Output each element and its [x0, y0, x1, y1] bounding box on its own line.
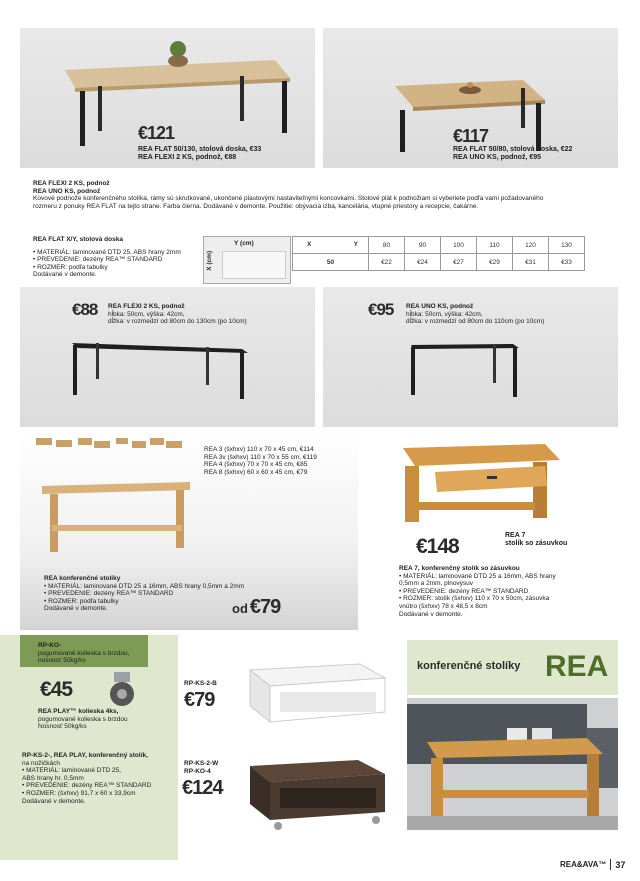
od-label: od: [232, 601, 248, 616]
corner-y: Y: [353, 241, 358, 248]
description-title: REA FLEXI 2 KS, podnož: [33, 180, 110, 187]
rp-ks-info: [22, 752, 151, 805]
price-rp-ks-1: €79: [184, 689, 215, 711]
rea-banner: [407, 640, 618, 695]
price-rp-ko: €45: [40, 678, 73, 701]
col-header: 120: [513, 237, 549, 254]
rp-ks-code-2: RP-KS-2-W: [184, 760, 219, 767]
rea-kon-price: [232, 596, 280, 619]
rea-list: [204, 446, 317, 476]
price-rea7: €148: [416, 535, 459, 558]
page-number: 37: [615, 859, 626, 870]
description-title: REA UNO KS, podnož: [33, 187, 101, 195]
rea7-label-line: REA 7: [505, 532, 526, 539]
caption-flat-130: [138, 146, 261, 162]
caption-uno: [406, 303, 544, 326]
caption-line: dĺžka: v rozmedzí od 80cm do 130cm (po 10cm): [108, 318, 247, 326]
row-header: 50: [293, 254, 369, 271]
rp-ko-head: [38, 642, 129, 665]
price-cell: €27: [441, 254, 477, 271]
rp-ks-code-1: RP-KS-2-B: [184, 680, 217, 687]
price-cell: €22: [369, 254, 405, 271]
caption-line: REA FLEXI 2 KS, podnož, €88: [138, 154, 237, 161]
rea7-photo: [395, 440, 565, 532]
rp-ko-line: pogumované kolieska s brzdou: [38, 715, 128, 723]
col-header: 130: [549, 237, 585, 254]
rea7-info: [399, 565, 556, 618]
flat-xy-item: • MATERIÁL: laminované DTD 25, ABS hrany 2mm: [33, 248, 181, 256]
footer-divider: [610, 859, 611, 870]
price-flexi: €88: [72, 300, 98, 319]
description-text: rozmeru z ponuky REA FLAT na tejto strane. Farba čierna. Dodávané v demonte. Použitie: obývacia izba, kancelária, vtupné priestory a recepcie, čakárne.: [33, 202, 479, 210]
rea-list-item: REA 8 (šxhxv) 60 x 60 x 45 cm, €79: [204, 468, 308, 476]
price-flat-130: €121: [138, 123, 175, 143]
y-axis-label: Y (cm): [234, 240, 254, 247]
photo-flexi-legs: [20, 287, 315, 427]
mini-tables: [36, 438, 182, 448]
corner-cell: [293, 237, 369, 254]
rp-ko-info: [38, 708, 128, 731]
rp-ko-panel: [0, 635, 178, 860]
rp-ks-item: na nožičkách: [22, 759, 60, 767]
caption-line: hĺbka: 50cm, výška: 42cm,: [108, 310, 185, 318]
caption-line: REA FLAT 50/80, stolová doska, €22: [453, 146, 573, 153]
rp-ks-codes: [184, 760, 218, 775]
col-header: 100: [441, 237, 477, 254]
caption-line: dĺžka: v rozmedzí od 80cm do 110cm (po 10cm): [406, 318, 545, 326]
rea-list-item: REA 3 (šxhxv) 110 x 70 x 45 cm, €114: [204, 446, 314, 453]
rea7-item: • ROZMER: stolík (šxhxv) 110 x 70 x 50cm, zásuvka: [399, 595, 550, 603]
footer: [560, 859, 625, 870]
description-block: [33, 180, 618, 210]
white-table-image: [240, 660, 390, 730]
caption-flexi: [108, 303, 247, 326]
rea7-title: REA 7, konferenčný stolík so zásuvkou: [399, 565, 520, 572]
rea7-item: Dodávané v demonte.: [399, 610, 463, 618]
table-row: [293, 237, 585, 254]
rea-list-item: REA 3v (šxhxv) 110 x 70 x 55 cm, €119: [204, 453, 317, 461]
rp-ko-code: RP-KO-: [38, 642, 62, 649]
living-room-photo: [407, 698, 618, 830]
col-header: 110: [477, 237, 513, 254]
col-header: 80: [369, 237, 405, 254]
rea7-item: vnútro (šxhxv) 78 x 48,5 x 8cm: [399, 602, 488, 610]
flat-xy-title: REA FLAT X/Y, stolová doska: [33, 236, 123, 243]
rp-ko-line: Nosnosť 50kg/ks: [38, 723, 87, 731]
banner-rea: REA: [545, 650, 609, 683]
price-cell: €33: [549, 254, 585, 271]
rea-kon-info: [44, 575, 244, 613]
rea7-item: • PREVEDENIE: dezény REA™ STANDARD: [399, 587, 529, 595]
table-row: [293, 254, 585, 271]
rp-ks-item: • MATERIÁL: laminované DTD 25,: [22, 767, 121, 775]
rea-kon-item: • ROZMER: podľa tabulky: [44, 597, 119, 605]
price-rea-kon: €79: [249, 596, 281, 618]
price-table: [292, 236, 585, 271]
col-header: 90: [405, 237, 441, 254]
caption-title: REA FLEXI 2 KS, podnož: [108, 303, 185, 310]
table-dimension-diagram: [203, 236, 291, 284]
caption-title: REA UNO KS, podnož: [406, 303, 474, 310]
rea-kon-item: Dodávané v demonte.: [44, 605, 108, 613]
rea-kon-title: REA konferenčné stolíky: [44, 575, 121, 582]
rp-ks-item: ABS hrany hr. 0,5mm: [22, 774, 84, 782]
caster-wheel-image: [102, 670, 142, 710]
price-uno: €95: [368, 300, 394, 319]
rp-ks-item: • ROZMER: (šxhxv) 91,7 x 60 x 33,9cm: [22, 789, 136, 797]
banner-text: konferenčné stolíky: [417, 660, 521, 672]
caption-line: REA UNO KS, podnož, €95: [453, 154, 542, 161]
rp-ko-line: nosnosť 50kg/ks: [38, 657, 86, 665]
rp-ko-line: pogumované kolieska s brzdou,: [38, 649, 130, 657]
flat-xy-info: [33, 236, 203, 279]
rea7-label: [505, 532, 567, 548]
rea7-label-line: stolík so zásuvkou: [505, 540, 568, 547]
flat-xy-item: • ROZMER: podľa tabulky: [33, 263, 108, 271]
flat-xy-item: • PREVEDENIE: dezény REA™ STANDARD: [33, 256, 163, 264]
rp-ks-item: Dodávané v demonte.: [22, 797, 86, 805]
rea7-table-image: [395, 440, 565, 532]
caption-line: hĺbka: 50cm, výška: 42cm,: [406, 310, 483, 318]
rea-tables-panel: [20, 432, 358, 630]
living-room-image: [407, 698, 618, 830]
photo-table-flat-80: [323, 28, 618, 168]
rp-ks-title: RP-KS-2-, REA PLAY, konferenčný stolík,: [22, 752, 148, 759]
board-shape: [222, 251, 286, 279]
flat-xy-item: Dodávané v demonte.: [33, 271, 97, 279]
price-cell: €29: [477, 254, 513, 271]
description-text: Kovové podnože konferenčného stolíka, rámy sú skrutkované, ukončené plastovými nastaviteľnými koncovkami. Stolové plát k podnožiam si vyberiete podľa vami požadovaného: [33, 195, 544, 203]
price-rp-ks-2: €124: [182, 777, 223, 799]
rea-list-item: REA 4 (šxhxv) 70 x 70 x 45 cm, €85: [204, 461, 308, 469]
wenge-table-image: [240, 758, 390, 833]
corner-x: X: [307, 241, 312, 248]
rea-kon-item: • MATERIÁL: laminované DTD 25 a 16mm, ABS hrany 0,5mm a 2mm: [44, 582, 245, 590]
x-axis-label: X (cm): [206, 250, 214, 271]
price-cell: €31: [513, 254, 549, 271]
rp-ks-item: • PREVEDENIE: dezény REA™ STANDARD: [22, 782, 152, 790]
rea7-item: • MATERIÁL: laminované DTD 25 a 16mm, ABS hrany: [399, 572, 556, 580]
rea-kon-item: • PREVEDENIE: dezény REA™ STANDARD: [44, 590, 174, 598]
rp-ks-code-3: RP-KO-4: [184, 767, 211, 775]
photo-uno-legs: [323, 287, 618, 427]
price-cell: €24: [405, 254, 441, 271]
rea7-item: 0,5mm a 2mm, plnovýsuv: [399, 580, 474, 588]
photo-table-flat-130: [20, 28, 315, 168]
price-flat-80: €117: [453, 126, 489, 146]
rp-ko-title: REA PLAY™ kolieska 4ks,: [38, 708, 119, 715]
footer-brand: REA&AVA™: [560, 860, 607, 869]
caption-line: REA FLAT 50/130, stolová doska, €33: [138, 146, 262, 153]
caption-flat-80: [453, 146, 572, 162]
